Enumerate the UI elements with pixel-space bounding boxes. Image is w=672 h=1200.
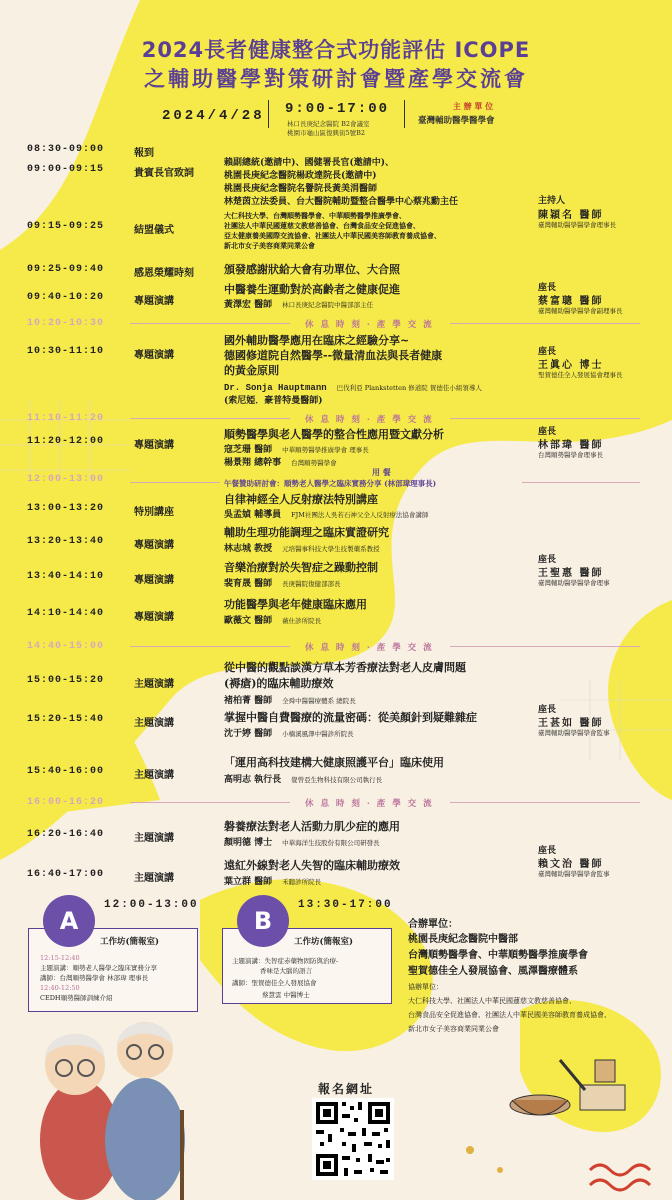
herbal-medicine-illustration xyxy=(500,1050,640,1130)
schedule-time: 15:00-15:20 xyxy=(27,675,105,686)
talk-speaker: 顏明德 博士 中華海洋生技股份有限公司研發長 xyxy=(224,838,380,848)
honor-text: 頒發感謝狀給大會有功單位、大合照 xyxy=(224,263,400,276)
event-time: 9:00-17:00 xyxy=(285,101,390,117)
alliance-line: 新北市女子美容商業同業公會 xyxy=(224,241,315,250)
schedule-time: 10:30-11:10 xyxy=(27,346,105,357)
session-type: 專題演講 xyxy=(134,612,174,623)
workshop-a-line: 主題演講：順勢老人醫學之臨床實務分享 xyxy=(40,964,157,972)
session-type: 結盟儀式 xyxy=(134,225,174,236)
event-date: 2024/4/28 xyxy=(162,108,265,124)
talk-title: 國外輔助醫學應用在臨床之經驗分享~ xyxy=(224,334,410,347)
workshop-a-label: 工作坊(簡報室) xyxy=(100,937,160,947)
chair-title: 台灣順勢醫學會理事長 xyxy=(538,451,603,459)
talk-speaker: 高明志 執行長 覺曾亞生物科技有限公司執行長 xyxy=(224,775,383,785)
schedule-time: 11:20-12:00 xyxy=(27,436,105,447)
session-type: 主題演講 xyxy=(134,679,174,690)
chair-role: 座長 xyxy=(538,705,557,715)
elderly-couple-illustration xyxy=(20,990,200,1200)
talk-speaker: (索尼婭．豪普特曼醫師) xyxy=(224,396,323,406)
break-rule xyxy=(130,482,220,483)
chair-title: 臺灣輔助醫學醫學會理事長 xyxy=(538,221,616,229)
divider xyxy=(404,100,405,128)
event-title-line2: 之輔助醫學對策研討會暨產學交流會 xyxy=(144,67,528,91)
chair-title: 臺灣輔助醫學醫學會監事 xyxy=(538,870,610,878)
chair-role: 主持人 xyxy=(538,196,566,206)
chair-name: 陳穎名 醫師 xyxy=(538,210,604,221)
break-rule xyxy=(450,646,640,647)
venue-name: 林口長庚紀念醫院 B2會議室 xyxy=(287,120,370,128)
chair-title: 臺灣輔助醫學醫學會理事 xyxy=(538,579,610,587)
break-rule xyxy=(130,323,290,324)
session-type: 主題演講 xyxy=(134,833,174,844)
alliance-line: 亞太健康養美國際交流協會、社團法人中華民國美容師教育養成協會、 xyxy=(224,231,441,240)
session-type: 感恩榮耀時刻 xyxy=(134,268,194,279)
workshop-a-line: CEDH順勢醫師訓練介紹 xyxy=(40,994,113,1002)
lunch-label: 用 餐 xyxy=(372,467,391,477)
talk-speaker: 沈于婷 醫師 小楠溪風澤中醫診所院長 xyxy=(224,729,354,739)
talk-title: 順勢醫學與老人醫學的整合性應用暨文獻分析 xyxy=(224,428,444,441)
workshop-a-line: 講師：台灣順勢醫學會 林部瑋 理事長 xyxy=(40,974,149,982)
talk-speaker: 歐薇文 醫師 薇仕診所院長 xyxy=(224,616,322,626)
session-type: 主題演講 xyxy=(134,770,174,781)
chair-name: 王甚如 醫師 xyxy=(538,718,604,729)
talk-speaker: 林志城 教授 元培醫事科技大學生技製藥系教授 xyxy=(224,544,380,554)
alliance-line: 社團法人中華民國蓮慈文教慈善協會、台灣食品安全促進協會、 xyxy=(224,221,420,230)
schedule-time: 08:30-09:00 xyxy=(27,144,105,155)
assist-title: 協辦單位： xyxy=(408,983,443,991)
cohost-line: 聖賀德佳全人發展協會、風澤醫療體系 xyxy=(408,966,578,977)
greeting-line: 桃園長庚紀念醫院楊政達院長(邀請中) xyxy=(224,171,377,181)
session-type: 專題演講 xyxy=(134,350,174,361)
assist-line: 大仁科技大學、社團法人中華民國蓮慈文教慈善協會、 xyxy=(408,997,576,1005)
break-label: 休 息 時 刻 · 產 學 交 流 xyxy=(305,320,434,330)
talk-title: 掌握中醫自費醫療的流量密碼：從美顏針到疑難雜症 xyxy=(224,711,477,724)
talk-title: 中醫養生運動對於高齡者之健康促進 xyxy=(224,283,400,296)
schedule-time: 13:20-13:40 xyxy=(27,536,105,547)
session-type: 貴賓長官致詞 xyxy=(134,168,194,179)
break-label: 休 息 時 刻 · 產 學 交 流 xyxy=(305,799,434,809)
talk-speaker: 裴育晟 醫師 長庚醫院復健部部長 xyxy=(224,579,341,589)
break-rule xyxy=(450,323,640,324)
schedule-time: 09:40-10:20 xyxy=(27,292,105,303)
lunch-session: 午餐贊助研討會：順勢老人醫學之臨床實務分享 (林部瑋理事長) xyxy=(224,479,437,488)
divider xyxy=(268,100,269,128)
chair-role: 座長 xyxy=(538,427,557,437)
alliance-line: 大仁科技大學、台灣順勢醫學會、中華順勢醫學推廣學會、 xyxy=(224,211,406,220)
break-rule xyxy=(522,482,640,483)
schedule-time: 09:00-09:15 xyxy=(27,164,105,175)
talk-title: 輔助生理功能調理之臨床實證研究 xyxy=(224,526,389,539)
chair-title: 聖賀德佳全人發展協會理事長 xyxy=(538,371,623,379)
greeting-line: 賴副總統(邀請中)、國健署長官(邀請中)、 xyxy=(224,158,395,168)
chair-title: 臺灣輔助醫學醫學會監事 xyxy=(538,729,610,737)
schedule-time: 15:40-16:00 xyxy=(27,766,105,777)
venue-address: 桃園市龜山區復興街5號B2 xyxy=(287,129,366,137)
talk-speaker: 吳孟媜 輔導員 FJM社團法人吳若石神父全人反射療法協會講師 xyxy=(224,510,429,520)
talk-title: 自律神經全人反射療法特別講座 xyxy=(224,493,378,506)
assist-line: 台灣食品安全促進協會、社團法人中華民國美容師教育養成協會、 xyxy=(408,1011,611,1019)
organizer-label: 主 辦 單 位 xyxy=(452,101,494,111)
break-label: 休 息 時 刻 · 產 學 交 流 xyxy=(305,643,434,653)
schedule-time: 10:20-10:30 xyxy=(27,318,105,329)
talk-title: 從中醫的觀點談漢方草本芳香療法對老人皮膚問題 xyxy=(224,661,466,674)
assist-line: 新北市女子美容商業同業公會 xyxy=(408,1025,499,1033)
schedule-time: 09:15-09:25 xyxy=(27,221,105,232)
schedule-time: 13:40-14:10 xyxy=(27,571,105,582)
workshop-b-label: 工作坊(簡報室) xyxy=(294,937,354,947)
talk-speaker: Dr. Sonja Hauptmann 巴伐利亞 Plankstetten 修道院 賀德佳小組領導人 xyxy=(224,383,482,393)
chair-name: 林部瑋 醫師 xyxy=(538,440,604,451)
talk-title: 音樂治療對於失智症之躁動控制 xyxy=(224,561,378,574)
workshop-a-time: 12:00-13:00 xyxy=(104,899,199,911)
talk-title: (褥瘡)的臨床輔助療效 xyxy=(224,677,334,690)
workshop-b-line: 香味是大腦的語言 xyxy=(260,967,312,975)
break-rule xyxy=(130,418,290,419)
registration-qr-code[interactable] xyxy=(312,1098,394,1180)
chair-name: 王聖惠 醫師 xyxy=(538,568,604,579)
chair-title: 臺灣輔助醫學醫學會副理事長 xyxy=(538,307,623,315)
break-rule xyxy=(130,646,290,647)
cohost-line: 桃園長庚紀念醫院中醫部 xyxy=(408,934,518,945)
schedule-time: 13:00-13:20 xyxy=(27,503,105,514)
workshop-b-line: 蔡慧雲 中醫博士 xyxy=(262,991,310,999)
talk-title: 遠紅外線對老人失智的臨床輔助療效 xyxy=(224,859,400,872)
schedule-time: 16:40-17:00 xyxy=(27,869,105,880)
talk-title: 「運用高科技建構大健康照護平台」臨床使用 xyxy=(224,756,444,769)
greeting-line: 桃園長庚紀念醫院名譽院長黃美涓醫師 xyxy=(224,184,378,194)
cohost-line: 台灣順勢醫學會、中華順勢醫學推廣學會 xyxy=(408,950,588,961)
schedule-time: 11:10-11:20 xyxy=(27,413,105,424)
cohost-title: 合辦單位： xyxy=(408,919,458,930)
workshop-a-line: 12:15-12:40 xyxy=(40,954,80,962)
schedule-time: 14:40-15:00 xyxy=(27,641,105,652)
greeting-line: 林楚茵立法委員、台大醫院輔助暨整合醫學中心蔡兆勳主任 xyxy=(224,197,459,207)
talk-speaker: 葉立群 醫師 禾聽診所院長 xyxy=(224,877,322,887)
workshop-b-badge: B xyxy=(237,895,289,947)
workshop-a-line: 12:40-12:50 xyxy=(40,984,80,992)
session-type: 主題演講 xyxy=(134,873,174,884)
chair-role: 座長 xyxy=(538,283,557,293)
chair-role: 座長 xyxy=(538,846,557,856)
session-type: 專題演講 xyxy=(134,575,174,586)
talk-speaker: 寇芝珊 醫師 中華順勢醫學推廣學會 理事長 xyxy=(224,445,369,455)
chair-role: 座長 xyxy=(538,347,557,357)
talk-title: 德國修道院自然醫學--微量清血法與長者健康 xyxy=(224,349,443,362)
schedule-time: 15:20-15:40 xyxy=(27,714,105,725)
schedule-time: 16:00-16:20 xyxy=(27,797,105,808)
chair-name: 賴文治 醫師 xyxy=(538,859,604,870)
session-type: 主題演講 xyxy=(134,718,174,729)
talk-title: 磐養療法對老人活動力肌少症的應用 xyxy=(224,820,400,833)
talk-title: 的黃金原則 xyxy=(224,364,279,377)
break-rule xyxy=(130,802,290,803)
break-rule xyxy=(450,418,640,419)
workshop-b-line: 講師：聖賀德佳全人發展協會 xyxy=(232,979,317,987)
session-type: 專題演講 xyxy=(134,296,174,307)
schedule-time: 16:20-16:40 xyxy=(27,829,105,840)
session-type: 報到 xyxy=(134,148,154,159)
session-type: 特別講座 xyxy=(134,507,174,518)
workshop-b-time: 13:30-17:00 xyxy=(298,899,393,911)
chair-name: 蔡富聰 醫師 xyxy=(538,296,604,307)
talk-title: 功能醫學與老年健康臨床應用 xyxy=(224,598,367,611)
break-label: 休 息 時 刻 · 產 學 交 流 xyxy=(305,415,434,425)
session-type: 專題演講 xyxy=(134,440,174,451)
registration-label: 報名網址 xyxy=(318,1082,375,1096)
workshop-b-line: 主題演講：失智症赤藥物固防與治療- xyxy=(232,957,339,965)
organizer-name: 臺灣輔助醫學醫學會 xyxy=(418,116,495,126)
workshop-a-badge: A xyxy=(43,895,95,947)
schedule-time: 09:25-09:40 xyxy=(27,264,105,275)
chair-name: 王眞心 博士 xyxy=(538,360,604,371)
talk-speaker: 褚柏菁 醫師 全舜中醫醫療體系 總院長 xyxy=(224,696,356,706)
talk-speaker: 黃澤宏 醫師 林口長庚紀念醫院中醫部部主任 xyxy=(224,300,374,310)
event-title-line1: 2024長者健康整合式功能評估 ICOPE xyxy=(141,38,531,62)
talk-speaker: 楊景翔 總幹事 台灣順勢醫學會 xyxy=(224,458,337,468)
schedule-time: 12:00-13:00 xyxy=(27,474,105,485)
schedule-time: 14:10-14:40 xyxy=(27,608,105,619)
chair-role: 座長 xyxy=(538,555,557,565)
session-type: 專題演講 xyxy=(134,540,174,551)
break-rule xyxy=(450,802,640,803)
